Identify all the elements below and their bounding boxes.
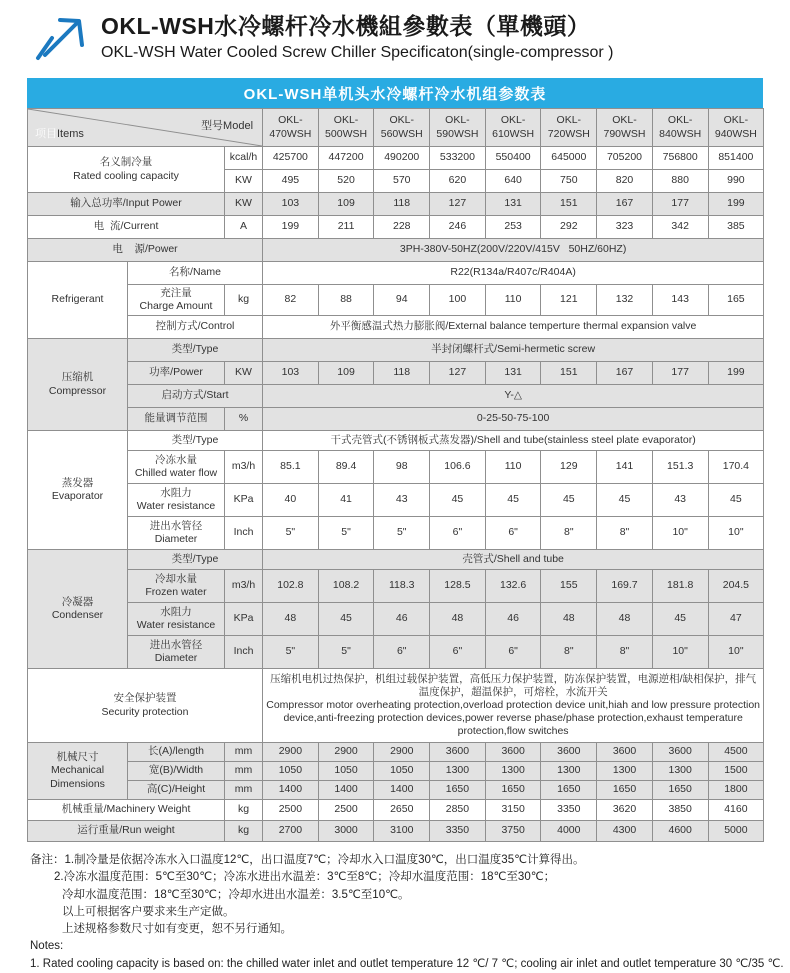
value-cell: 550400 xyxy=(485,147,541,170)
value-cell: 750 xyxy=(541,170,597,193)
group-label-evaporator: 蒸发器 Evaporator xyxy=(28,431,128,550)
value-cell: 98 xyxy=(374,451,430,484)
merged-value-cell: 干式壳管式(不锈钢板式蒸发器)/Shell and tube(stainless steel plate evaporator) xyxy=(263,431,764,451)
value-cell: 323 xyxy=(597,216,653,239)
value-cell: 3000 xyxy=(318,821,374,842)
value-cell: 141 xyxy=(597,451,653,484)
value-cell: 5" xyxy=(318,636,374,669)
table-banner: OKL-WSH单机头水冷螺杆冷水机组参数表 xyxy=(27,78,763,108)
value-cell: 1650 xyxy=(430,781,486,800)
table-row xyxy=(28,570,764,603)
value-cell: 40 xyxy=(263,484,319,517)
value-cell: 169.7 xyxy=(597,570,653,603)
value-cell: 45 xyxy=(485,484,541,517)
value-cell: 1650 xyxy=(597,781,653,800)
table-row xyxy=(28,285,764,316)
value-cell: 181.8 xyxy=(652,570,708,603)
table-row xyxy=(28,408,764,431)
value-cell: 253 xyxy=(485,216,541,239)
value-cell: 211 xyxy=(318,216,374,239)
value-cell: 880 xyxy=(652,170,708,193)
unit-cell: KW xyxy=(225,193,263,216)
notes-block xyxy=(30,852,790,973)
value-cell: 5" xyxy=(263,517,319,550)
unit-cell: m3/h xyxy=(225,570,263,603)
unit-cell: mm xyxy=(225,743,263,762)
unit-cell: KW xyxy=(225,362,263,385)
value-cell: 1400 xyxy=(318,781,374,800)
value-cell: 705200 xyxy=(597,147,653,170)
model-header-cell: OKL- 590WSH xyxy=(430,109,486,147)
value-cell: 10" xyxy=(708,636,764,669)
value-cell: 1300 xyxy=(430,762,486,781)
value-cell: 204.5 xyxy=(708,570,764,603)
value-cell: 8" xyxy=(541,517,597,550)
value-cell: 48 xyxy=(541,603,597,636)
table-row xyxy=(28,762,764,781)
value-cell: 2900 xyxy=(374,743,430,762)
value-cell: 5000 xyxy=(708,821,764,842)
value-cell: 199 xyxy=(708,362,764,385)
value-cell: 89.4 xyxy=(318,451,374,484)
merged-value-cell: 0-25-50-75-100 xyxy=(263,408,764,431)
value-cell: 199 xyxy=(263,216,319,239)
merged-value-cell: Y-△ xyxy=(263,385,764,408)
row-label: 冷冻水量 Chilled water flow xyxy=(128,451,225,484)
group-label-dimensions: 机械尺寸 Mechanical Dimensions xyxy=(28,743,128,800)
value-cell: 151 xyxy=(541,193,597,216)
row-label: 电 流/Current xyxy=(28,216,225,239)
value-cell: 2900 xyxy=(263,743,319,762)
value-cell: 228 xyxy=(374,216,430,239)
value-cell: 151 xyxy=(541,362,597,385)
value-cell: 3750 xyxy=(485,821,541,842)
table-row xyxy=(28,451,764,484)
value-cell: 102.8 xyxy=(263,570,319,603)
value-cell: 2650 xyxy=(374,800,430,821)
page-title: OKL-WSH水冷螺杆冷水機組參數表（單機頭） xyxy=(101,13,591,39)
table-row xyxy=(28,339,764,362)
row-label: 启动方式/Start xyxy=(128,385,263,408)
value-cell: 108.2 xyxy=(318,570,374,603)
value-cell: 46 xyxy=(485,603,541,636)
value-cell: 167 xyxy=(597,193,653,216)
table-row xyxy=(28,431,764,451)
value-cell: 3600 xyxy=(652,743,708,762)
value-cell: 756800 xyxy=(652,147,708,170)
model-label: 型号Model xyxy=(201,120,254,132)
value-cell: 4300 xyxy=(597,821,653,842)
value-cell: 3350 xyxy=(541,800,597,821)
group-label-condenser: 冷凝器 Condenser xyxy=(28,550,128,669)
page-subtitle: OKL-WSH Water Cooled Screw Chiller Specificaton(single-compressor ) xyxy=(101,44,614,61)
value-cell: 2500 xyxy=(318,800,374,821)
value-cell: 10" xyxy=(652,517,708,550)
value-cell: 3150 xyxy=(485,800,541,821)
value-cell: 45 xyxy=(318,603,374,636)
spec-table xyxy=(27,108,764,842)
value-cell: 82 xyxy=(263,285,319,316)
unit-cell: KPa xyxy=(225,484,263,517)
unit-cell: kg xyxy=(225,285,263,316)
unit-cell: m3/h xyxy=(225,451,263,484)
unit-cell: A xyxy=(225,216,263,239)
value-cell: 4000 xyxy=(541,821,597,842)
merged-value-cell: 外平衡感温式热力膨胀阀/External balance temperture thermal expansion valve xyxy=(263,316,764,339)
value-cell: 6" xyxy=(374,636,430,669)
value-cell: 151.3 xyxy=(652,451,708,484)
value-cell: 3600 xyxy=(485,743,541,762)
value-cell: 447200 xyxy=(318,147,374,170)
page-header xyxy=(0,0,790,62)
items-model-diagonal-cell xyxy=(28,109,263,147)
model-header-cell: OKL- 720WSH xyxy=(541,109,597,147)
value-cell: 155 xyxy=(541,570,597,603)
row-label: 名称/Name xyxy=(128,262,263,285)
value-cell: 47 xyxy=(708,603,764,636)
items-label: 项目Items xyxy=(35,128,84,141)
row-label: 进出水管径 Diameter xyxy=(128,636,225,669)
value-cell: 342 xyxy=(652,216,708,239)
value-cell: 1400 xyxy=(263,781,319,800)
model-header-cell: OKL- 500WSH xyxy=(318,109,374,147)
value-cell: 10" xyxy=(652,636,708,669)
model-header-cell: OKL- 470WSH xyxy=(263,109,319,147)
table-row xyxy=(28,800,764,821)
value-cell: 645000 xyxy=(541,147,597,170)
note-line: 备注：1.制冷量是依据冷冻水入口温度12℃，出口温度7℃；冷却水入口温度30℃，出口温度35℃计算得出。 xyxy=(30,854,585,866)
value-cell: 620 xyxy=(430,170,486,193)
value-cell: 109 xyxy=(318,362,374,385)
table-row xyxy=(28,316,764,339)
value-cell: 127 xyxy=(430,193,486,216)
row-label: 类型/Type xyxy=(128,431,263,451)
value-cell: 3620 xyxy=(597,800,653,821)
table-header-row xyxy=(28,109,764,147)
value-cell: 132 xyxy=(597,285,653,316)
value-cell: 3600 xyxy=(597,743,653,762)
value-cell: 570 xyxy=(374,170,430,193)
value-cell: 2700 xyxy=(263,821,319,842)
logo-arrow-icon xyxy=(33,11,89,61)
value-cell: 1300 xyxy=(652,762,708,781)
table-row xyxy=(28,636,764,669)
value-cell: 2500 xyxy=(263,800,319,821)
model-header-cell: OKL- 610WSH xyxy=(485,109,541,147)
title-block xyxy=(101,8,613,62)
row-label: 长(A)/length xyxy=(128,743,225,762)
model-header-cell: OKL- 940WSH xyxy=(708,109,764,147)
value-cell: 106.6 xyxy=(430,451,486,484)
value-cell: 45 xyxy=(652,603,708,636)
row-label: 水阻力 Water resistance xyxy=(128,603,225,636)
value-cell: 94 xyxy=(374,285,430,316)
table-row xyxy=(28,669,764,743)
row-label: 充注量 Charge Amount xyxy=(128,285,225,316)
value-cell: 1650 xyxy=(541,781,597,800)
value-cell: 85.1 xyxy=(263,451,319,484)
value-cell: 118.3 xyxy=(374,570,430,603)
value-cell: 4160 xyxy=(708,800,764,821)
unit-cell: kcal/h xyxy=(225,147,263,170)
table-row xyxy=(28,550,764,570)
value-cell: 110 xyxy=(485,285,541,316)
value-cell: 143 xyxy=(652,285,708,316)
value-cell: 3600 xyxy=(541,743,597,762)
row-label: 名义制冷量 Rated cooling capacity xyxy=(28,147,225,193)
value-cell: 851400 xyxy=(708,147,764,170)
value-cell: 6" xyxy=(485,636,541,669)
value-cell: 5" xyxy=(318,517,374,550)
value-cell: 121 xyxy=(541,285,597,316)
value-cell: 1650 xyxy=(652,781,708,800)
value-cell: 5" xyxy=(374,517,430,550)
value-cell: 246 xyxy=(430,216,486,239)
value-cell: 45 xyxy=(430,484,486,517)
value-cell: 1400 xyxy=(374,781,430,800)
table-row xyxy=(28,517,764,550)
note-line: 冷却水温度范围：18℃至30℃；冷却水进出水温差：3.5℃至10℃。 xyxy=(62,888,410,901)
unit-cell: mm xyxy=(225,781,263,800)
unit-cell: % xyxy=(225,408,263,431)
table-row xyxy=(28,216,764,239)
unit-cell: kg xyxy=(225,821,263,842)
value-cell: 3350 xyxy=(430,821,486,842)
table-row xyxy=(28,743,764,762)
row-label: 类型/Type xyxy=(128,339,263,362)
value-cell: 10" xyxy=(708,517,764,550)
value-cell: 3600 xyxy=(430,743,486,762)
value-cell: 43 xyxy=(374,484,430,517)
row-label: 进出水管径 Diameter xyxy=(128,517,225,550)
table-row xyxy=(28,362,764,385)
table-row xyxy=(28,385,764,408)
table-row xyxy=(28,147,764,170)
note-line: Notes: xyxy=(30,940,64,953)
value-cell: 132.6 xyxy=(485,570,541,603)
group-label-refrigerant: Refrigerant xyxy=(28,262,128,339)
note-line: 1. Rated cooling capacity is based on: the chilled water inlet and outlet temperature 12 ℃/ 7 ℃; cooling air inlet and outlet temperature 30 ℃/35 ℃. xyxy=(30,957,784,970)
value-cell: 109 xyxy=(318,193,374,216)
value-cell: 3850 xyxy=(652,800,708,821)
row-label: 宽(B)/Width xyxy=(128,762,225,781)
row-label: 机械重量/Machinery Weight xyxy=(28,800,225,821)
value-cell: 45 xyxy=(597,484,653,517)
value-cell: 533200 xyxy=(430,147,486,170)
model-header-cell: OKL- 790WSH xyxy=(597,109,653,147)
value-cell: 425700 xyxy=(263,147,319,170)
merged-value-cell: 3PH-380V-50HZ(200V/220V/415V 50HZ/60HZ) xyxy=(263,239,764,262)
value-cell: 520 xyxy=(318,170,374,193)
value-cell: 3100 xyxy=(374,821,430,842)
value-cell: 1300 xyxy=(485,762,541,781)
row-label: 类型/Type xyxy=(128,550,263,570)
value-cell: 1050 xyxy=(263,762,319,781)
value-cell: 199 xyxy=(708,193,764,216)
value-cell: 48 xyxy=(597,603,653,636)
row-label: 水阻力 Water resistance xyxy=(128,484,225,517)
row-label: 电 源/Power xyxy=(28,239,263,262)
value-cell: 495 xyxy=(263,170,319,193)
model-header-cell: OKL- 560WSH xyxy=(374,109,430,147)
value-cell: 165 xyxy=(708,285,764,316)
merged-value-cell: 壳管式/Shell and tube xyxy=(263,550,764,570)
value-cell: 2900 xyxy=(318,743,374,762)
value-cell: 6" xyxy=(430,636,486,669)
value-cell: 46 xyxy=(374,603,430,636)
row-label: 冷却水量 Frozen water xyxy=(128,570,225,603)
value-cell: 1500 xyxy=(708,762,764,781)
value-cell: 8" xyxy=(541,636,597,669)
value-cell: 127 xyxy=(430,362,486,385)
unit-cell: KPa xyxy=(225,603,263,636)
unit-cell: Inch xyxy=(225,517,263,550)
value-cell: 45 xyxy=(541,484,597,517)
unit-cell: Inch xyxy=(225,636,263,669)
merged-value-cell: 半封闭螺杆式/Semi-hermetic screw xyxy=(263,339,764,362)
row-label: 控制方式/Control xyxy=(128,316,263,339)
unit-cell: KW xyxy=(225,170,263,193)
merged-value-cell: R22(R134a/R407c/R404A) xyxy=(263,262,764,285)
value-cell: 177 xyxy=(652,362,708,385)
value-cell: 88 xyxy=(318,285,374,316)
row-label: 运行重量/Run weight xyxy=(28,821,225,842)
value-cell: 490200 xyxy=(374,147,430,170)
value-cell: 6" xyxy=(430,517,486,550)
value-cell: 110 xyxy=(485,451,541,484)
value-cell: 4600 xyxy=(652,821,708,842)
value-cell: 131 xyxy=(485,193,541,216)
row-label-security: 安全保护装置 Security protection xyxy=(28,669,263,743)
value-cell: 1300 xyxy=(541,762,597,781)
value-cell: 100 xyxy=(430,285,486,316)
table-row xyxy=(28,484,764,517)
table-row xyxy=(28,603,764,636)
note-line: 2.冷冻水温度范围：5℃至30℃；冷冻水进出水温差：3℃至8℃；冷却水温度范围：18℃至30℃； xyxy=(54,871,556,884)
value-cell: 103 xyxy=(263,362,319,385)
unit-cell: kg xyxy=(225,800,263,821)
value-cell: 6" xyxy=(485,517,541,550)
value-cell: 820 xyxy=(597,170,653,193)
value-cell: 177 xyxy=(652,193,708,216)
row-label: 输入总功率/Input Power xyxy=(28,193,225,216)
group-label-compressor: 压缩机 Compressor xyxy=(28,339,128,431)
value-cell: 1650 xyxy=(485,781,541,800)
model-header-cell: OKL- 840WSH xyxy=(652,109,708,147)
value-cell: 1800 xyxy=(708,781,764,800)
row-label: 功率/Power xyxy=(128,362,225,385)
value-cell: 385 xyxy=(708,216,764,239)
table-row xyxy=(28,781,764,800)
value-cell: 990 xyxy=(708,170,764,193)
value-cell: 292 xyxy=(541,216,597,239)
value-cell: 45 xyxy=(708,484,764,517)
value-cell: 1050 xyxy=(318,762,374,781)
value-cell: 48 xyxy=(430,603,486,636)
table-row xyxy=(28,193,764,216)
table-row xyxy=(28,821,764,842)
value-cell: 1300 xyxy=(597,762,653,781)
value-cell: 8" xyxy=(597,517,653,550)
value-cell: 5" xyxy=(263,636,319,669)
value-cell: 1050 xyxy=(374,762,430,781)
value-cell: 43 xyxy=(652,484,708,517)
unit-cell: mm xyxy=(225,762,263,781)
value-cell: 118 xyxy=(374,193,430,216)
value-cell: 640 xyxy=(485,170,541,193)
row-label: 能量调节范围 xyxy=(128,408,225,431)
table-row xyxy=(28,239,764,262)
security-protection-text: 压缩机电机过热保护，机组过载保护装置，高低压力保护装置，防冻保护装置，电源逆相/缺相保护，排气温度保护，超温保护，可熔栓，水流开关 Compressor motor overheating protection,overload protection device unit,hiah and low pressure protection device,anti-freezing protection devices,power reverse phase/phase protection,exhaust temperature protection,flow switches xyxy=(263,669,764,743)
table-row xyxy=(28,262,764,285)
value-cell: 131 xyxy=(485,362,541,385)
value-cell: 128.5 xyxy=(430,570,486,603)
value-cell: 48 xyxy=(263,603,319,636)
note-line: 上述规格参数尺寸如有变更，恕不另行通知。 xyxy=(62,923,292,935)
row-label: 高(C)/Height xyxy=(128,781,225,800)
value-cell: 118 xyxy=(374,362,430,385)
value-cell: 103 xyxy=(263,193,319,216)
value-cell: 2850 xyxy=(430,800,486,821)
value-cell: 129 xyxy=(541,451,597,484)
value-cell: 41 xyxy=(318,484,374,517)
value-cell: 170.4 xyxy=(708,451,764,484)
value-cell: 4500 xyxy=(708,743,764,762)
value-cell: 167 xyxy=(597,362,653,385)
note-line: 以上可根据客户要求来生产定做。 xyxy=(62,905,235,918)
value-cell: 8" xyxy=(597,636,653,669)
